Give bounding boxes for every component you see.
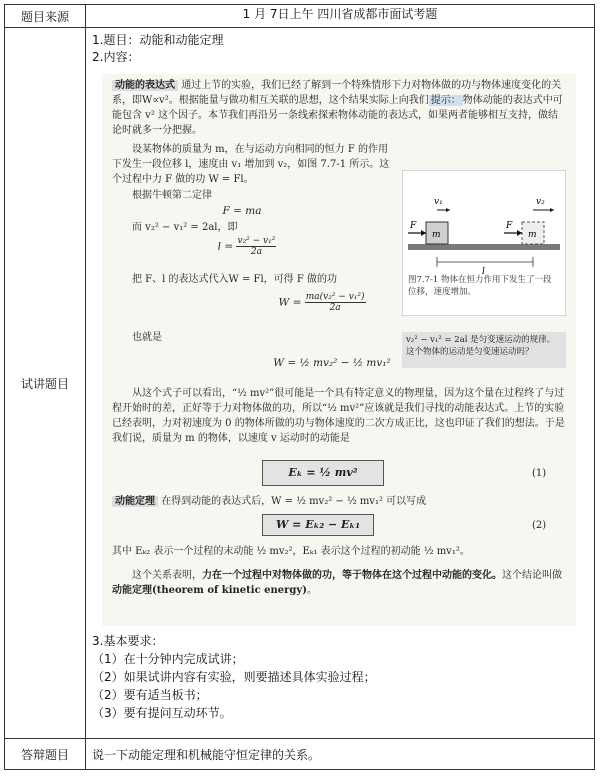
eq-w-denominator: 2a — [329, 303, 341, 313]
requirements-title: 3.基本要求： — [92, 634, 164, 648]
eq1-number: (1) — [532, 468, 547, 479]
conclusion-a: 这个关系表明， — [132, 570, 202, 581]
eq-l-lhs: l = — [217, 240, 234, 253]
hint-highlight: 提示： — [430, 95, 461, 106]
displacement-label: l — [482, 267, 485, 277]
textbook-scan — [102, 74, 576, 626]
expression-keyword: 动能的表达式 — [112, 80, 178, 91]
eq-w-lhs: W = — [278, 296, 302, 309]
v1-label: v₁ — [434, 197, 443, 207]
work-energy-theorem-formula: W = Eₖ₂ − Eₖ₁ — [262, 514, 374, 536]
setup-paragraph: 设某物体的质量为 m，在与运动方向相同的恒力 F 的作用下发生一段位移 l，速度由 v₁ 增加到 v₂，如图 7.7-1 所示。这个过程中力 F 做的功 W = Fl。 — [112, 144, 390, 185]
newton-line: 根据牛顿第二定律 — [132, 190, 212, 201]
defense-label: 答辩题目 — [5, 739, 86, 770]
requirement-item: （2）要有适当板书； — [92, 688, 208, 702]
also-line: 也就是 — [132, 332, 162, 343]
requirement-item: （1）在十分钟内完成试讲； — [92, 652, 244, 666]
header-row — [5, 5, 595, 28]
requirement-item: （3）要有提问互动环节。 — [92, 706, 232, 720]
conclusion-c: 这个结论叫做 — [502, 570, 562, 581]
eq-w-difference: W = ½ mv₂² − ½ mv₁² — [273, 357, 391, 369]
eq-l-denominator: 2a — [250, 247, 262, 257]
main-row — [5, 28, 595, 739]
eq-l-fraction — [236, 236, 276, 257]
lecture-label: 试讲题目 — [5, 28, 86, 739]
interview-sheet — [4, 4, 595, 770]
derivation-paragraph: 从这个式子可以看出，“½ mv²”很可能是一个具有特定意义的物理量，因为这个量在过程终了与过程开始时的差，正好等于力对物体做的功，所以“½ mv²”应该就是我们寻找的动能表达式。上节的实验已经表明，力对初速度为 0 的物体所做的功与物体速度的二次方成正比，这也印证了我们的想法。于是我们说，质量为 m 的物体，以速度 v 运动时的动能是 — [112, 388, 565, 444]
eq-w-fraction — [305, 292, 366, 313]
eq-l-numerator: v₂² − v₁² — [237, 236, 276, 246]
conclusion-e: 。 — [306, 585, 317, 596]
v2-label: v₂ — [536, 197, 545, 207]
intro-paragraph — [112, 78, 566, 138]
ground-surface — [408, 244, 560, 250]
and-line: 而 v₂² − v₁² = 2al，即 — [132, 222, 238, 233]
force-label-start: F — [410, 221, 417, 231]
theorem-text: 在得到动能的表达式后，W = ½ mv₂² − ½ mv₁² 可以写成 — [161, 496, 427, 507]
requirements-block — [92, 632, 588, 722]
mass-label-end: m — [528, 230, 537, 240]
theorem-keyword: 动能定理 — [112, 496, 158, 507]
eq-f-ma: F = ma — [222, 205, 262, 217]
meaning-paragraph: 其中 Eₖ₂ 表示一个过程的末动能 ½ mv₂²，Eₖ₁ 表示这个过程的初动能 ½ mv₁²。 — [112, 546, 470, 557]
conclusion-paragraph — [112, 568, 566, 598]
side-note: v₂² − v₁² = 2al 是匀变速运动的规律。这个物体的运动是匀变速运动吗？ — [402, 332, 566, 368]
source-title: 1 月 7日上午 四川省成都市面试考题 — [86, 5, 595, 28]
figure-caption: 图7.7-1 物体在恒力作用下发生了一段位移，速度增加。 — [408, 275, 552, 297]
substitute-line: 把 F、l 的表达式代入W = Fl，可得 F 做的功 — [132, 274, 337, 285]
eq-l — [192, 236, 302, 257]
intro-text-1: 通过上节的实验，我们已经了解到一个特殊情形下力对物体做的功与物体速度变化的关系，即W∝v²。根据能量与做功相互关联的思想，这个结果实际上向我们 — [112, 80, 562, 106]
source-label: 题目来源 — [5, 5, 86, 28]
kinetic-energy-formula: Eₖ = ½ mv² — [262, 460, 384, 486]
intro-text-2: 物体动能的表达式中可能包含 v² 这个因子。本节我们再沿另一条线索探索物体动能的表达式，如果两者能够相互支持，做结论时就多一分把握。 — [112, 95, 563, 136]
content-label: 2.内容： — [92, 50, 140, 64]
force-label-end: F — [506, 221, 513, 231]
lecture-content-cell — [86, 28, 595, 739]
topic-line: 1.题目：动能和动能定理 — [92, 33, 224, 47]
defense-question: 说一下动能定理和机械能守恒定律的关系。 — [86, 739, 595, 770]
mass-label-start: m — [432, 230, 441, 240]
eq2-number: (2) — [532, 520, 547, 531]
conclusion-bold: 力在一个过程中对物体做的功，等于物体在这个过程中动能的变化。 — [202, 570, 502, 581]
theorem-name: 动能定理(theorem of kinetic energy) — [112, 585, 307, 596]
theorem-line — [112, 494, 566, 509]
eq-w-numerator: ma(v₂² − v₁²) — [305, 292, 365, 302]
eq-w — [252, 292, 392, 313]
requirement-item: （2）如果试讲内容有实验，则要描述具体实验过程； — [92, 670, 376, 684]
defense-row — [5, 739, 595, 770]
